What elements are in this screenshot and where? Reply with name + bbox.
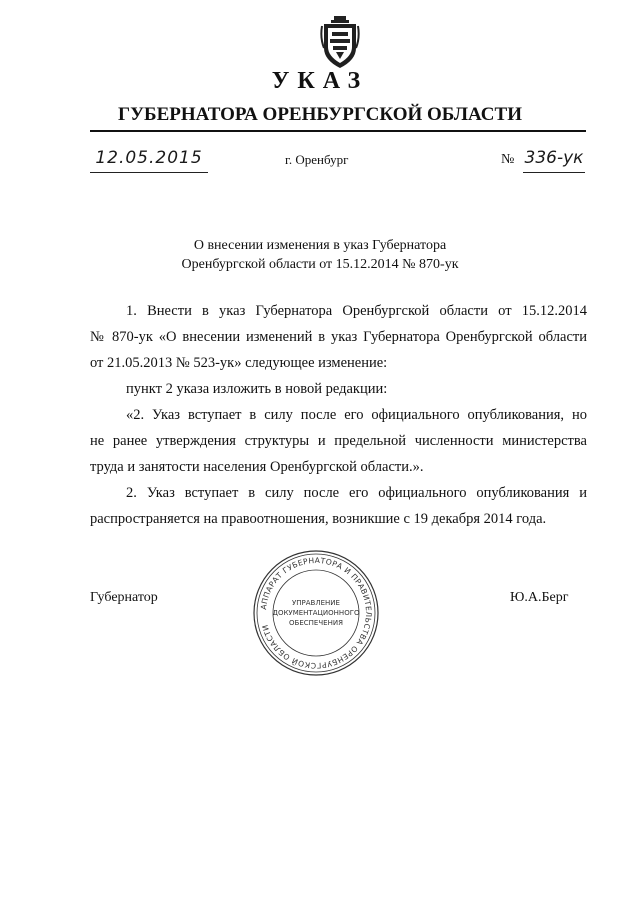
- stamp-ring-text: АППАРАТ ГУБЕРНАТОРА И ПРАВИТЕЛЬСТВА ОРЕНБУРГСКОЙ ОБЛАСТИ: [259, 555, 374, 671]
- decree-title: УКАЗ: [271, 68, 369, 94]
- number-sign: №: [501, 152, 515, 167]
- decree-date: 12.05.2015: [90, 148, 208, 173]
- stamp-center-line: ДОКУМЕНТАЦИОННОГО: [272, 609, 360, 617]
- body-line: 2. Указ вступает в силу после его официального опубликования и: [126, 485, 587, 501]
- body-line: от 21.05.2013 № 523-ук» следующее изменение:: [90, 355, 388, 371]
- decree-subject-line: О внесении изменения в указ Губернатора: [193, 238, 447, 253]
- official-stamp: [251, 549, 381, 677]
- body-line: труда и занятости населения Оренбургской области.».: [90, 459, 424, 475]
- body-line: № 870-ук «О внесении изменений в указ Губернатора Оренбургской области: [90, 329, 587, 345]
- header-divider: [90, 130, 586, 132]
- signatory-role: Губернатор: [90, 590, 158, 605]
- body-line: 1. Внести в указ Губернатора Оренбургской области от 15.12.2014: [126, 303, 587, 319]
- decree-number-block: [501, 148, 587, 172]
- decree-subtitle: ГУБЕРНАТОРА ОРЕНБУРГСКОЙ ОБЛАСТИ: [118, 104, 522, 125]
- body-line: распространяется на правоотношения, возникшие с 19 декабря 2014 года.: [90, 511, 547, 527]
- signatory-name: Ю.А.Берг: [510, 590, 569, 605]
- body-line: пункт 2 указа изложить в новой редакции:: [126, 381, 388, 397]
- body-line: «2. Указ вступает в силу после его официального опубликования, но: [126, 407, 587, 423]
- decree-number: 336-ук: [523, 148, 585, 173]
- stamp-center-line: ОБЕСПЕЧЕНИЯ: [289, 619, 343, 627]
- decree-city: г. Оренбург: [285, 152, 349, 167]
- body-line: не ранее утверждения структуры и предельной численности министерства: [90, 433, 587, 449]
- decree-subject-line: Оренбургской области от 15.12.2014 № 870-ук: [181, 257, 459, 272]
- stamp-center-line: УПРАВЛЕНИЕ: [292, 599, 340, 607]
- coat-of-arms-icon: [320, 14, 360, 70]
